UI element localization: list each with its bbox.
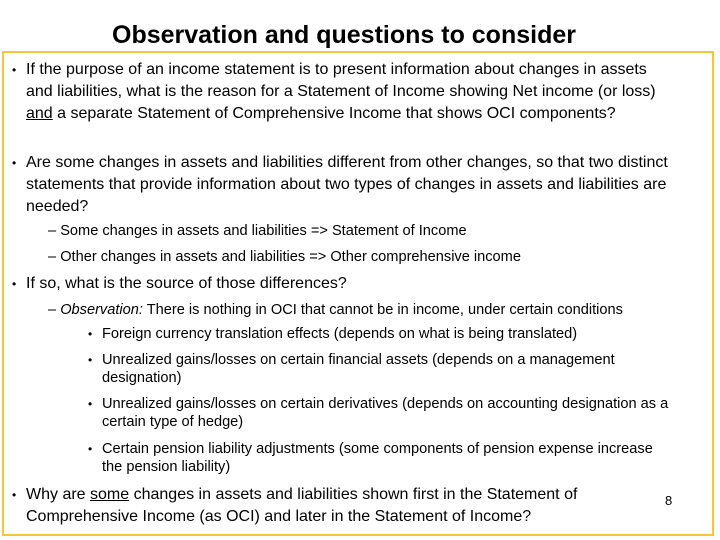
- bullet-text-continued: changes in assets and liabilities shown first in the Statement of Comprehensive Income (as OCI) and later in the Statement of Income?: [26, 486, 578, 525]
- list-item: [88, 325, 702, 343]
- slide-title: Observation and questions to consider: [112, 21, 576, 49]
- list-item: [88, 440, 672, 476]
- bullet-text: If the purpose of an income statement is to present information about changes in assets and liabilities, what is the reason for a Statement of Income showing Net income (or loss): [26, 61, 656, 100]
- list-item-text: Foreign currency translation effects (depends on what is being translated): [102, 326, 578, 342]
- bullet-text: If so, what is the source of those differences?: [26, 275, 347, 292]
- bullet-icon: •: [88, 442, 93, 456]
- list-item-text: Unrealized gains/losses on certain financial assets (depends on a management designation): [102, 352, 615, 386]
- bullet-icon: •: [12, 277, 17, 291]
- sub-item-text: Some changes in assets and liabilities => Statement of Income: [60, 223, 467, 239]
- bullet-icon: •: [12, 156, 17, 170]
- list-item-text: Certain pension liability adjustments (some components of pension expense increase the pension liability): [102, 441, 653, 475]
- bullet-icon: •: [88, 397, 93, 411]
- sub-item-statement-of-income: [48, 221, 467, 241]
- bullet-text-continued: a separate Statement of Comprehensive Income that shows OCI components?: [57, 105, 616, 122]
- bullet-icon: •: [88, 353, 93, 367]
- page-number: 8: [665, 493, 673, 508]
- bullet-icon: •: [12, 488, 17, 502]
- bullet-icon: •: [88, 327, 93, 341]
- observation-line: [48, 300, 623, 320]
- list-item: [88, 351, 687, 387]
- bullet-changes-different: [12, 152, 690, 218]
- bullet-icon: •: [12, 63, 17, 77]
- bullet-text: Why are: [26, 486, 86, 503]
- bullet-why-some-changes: [12, 484, 656, 528]
- underlined-word: some: [90, 486, 130, 503]
- sub-item-other-comprehensive-income: [48, 247, 521, 267]
- bullet-purpose-income-statement: [12, 59, 676, 125]
- underlined-word: and: [26, 105, 53, 122]
- observation-label: Observation:: [60, 302, 143, 318]
- dash-icon: –: [48, 223, 57, 239]
- bullet-text: Are some changes in assets and liabilities different from other changes, so that two distinct statements that provide information about two types of changes in assets and liabilities are needed?: [26, 154, 668, 215]
- list-item: [88, 395, 702, 431]
- observation-text: There is nothing in OCI that cannot be in income, under certain conditions: [146, 302, 623, 318]
- dash-icon: –: [48, 302, 57, 318]
- bullet-source-of-differences: [12, 273, 686, 295]
- dash-icon: –: [48, 249, 57, 265]
- list-item-text: Unrealized gains/losses on certain derivatives (depends on accounting designation as a certain type of hedge): [102, 396, 669, 430]
- sub-item-text: Other changes in assets and liabilities => Other comprehensive income: [60, 249, 521, 265]
